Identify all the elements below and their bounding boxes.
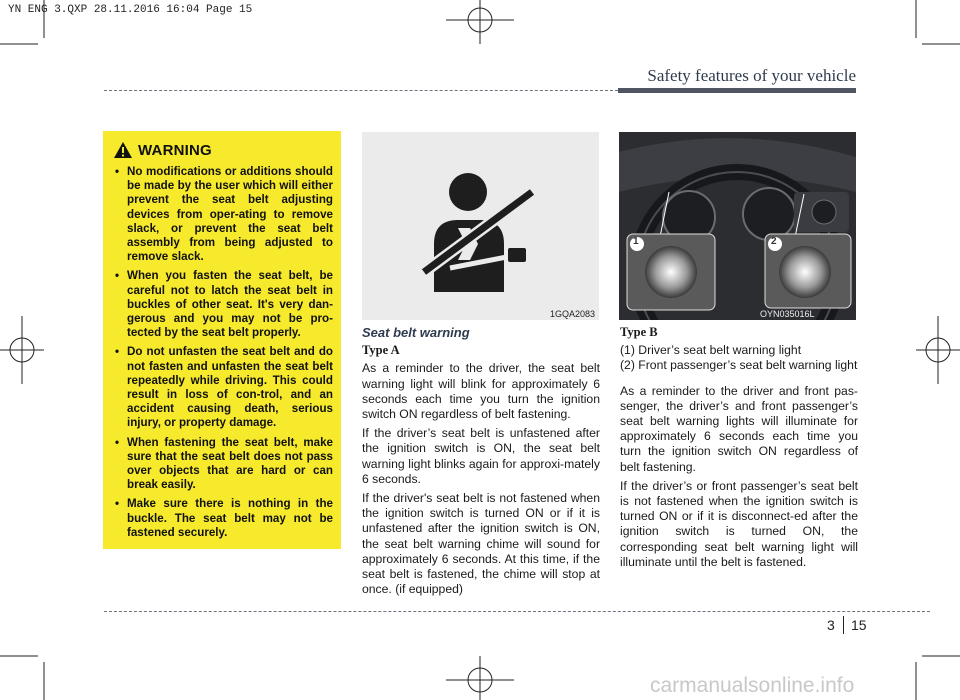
- warning-item: • When fastening the seat belt, make sure that the seat belt does not pass over objects that are hard or can break easily.: [113, 436, 333, 493]
- warning-triangle-icon: [113, 141, 133, 159]
- callout-2: 2: [771, 236, 777, 247]
- paragraph: As a reminder to the driver and front pas-senger, the driver’s and front passenger’s seat belt warning lights will illuminate for approximately 6 seconds each time you turn the ignition switch ON regardless of belt fastening.: [620, 383, 858, 474]
- subsection-heading: Seat belt warning: [362, 325, 470, 340]
- type-a-label: Type A: [362, 343, 400, 358]
- warning-list: [113, 165, 333, 540]
- page-number: 15: [851, 617, 867, 633]
- paragraph: If the driver's seat belt is not fastened when the ignition switch is turned ON or if it is unfastened after the ignition switch is ON, the seat belt warning chime will sound for approximately 6 seconds. At this time, if the seat belt is fastened, the chime will stop at once. (if equipped): [362, 491, 600, 597]
- figure-instrument-cluster: [619, 132, 856, 320]
- callout-1: 1: [633, 236, 639, 247]
- paragraph: If the driver’s seat belt is unfastened after the ignition switch is ON, the seat belt warning light blinks again for approxi-mately 6 seconds.: [362, 426, 600, 486]
- instrument-cluster-illustration: [619, 132, 856, 320]
- seat-belt-warning-type-a: [362, 325, 600, 601]
- footer-rule: [104, 611, 930, 612]
- figure-code: 1GQA2083: [549, 309, 595, 319]
- warning-item: • When you fasten the seat belt, be careful not to latch the seat belt in buckles of other seat. It's very dan-gerous and you may not be pro-tected by the seat belt properly.: [113, 269, 333, 340]
- paragraph: If the driver’s or front passenger’s seat belt is not fastened when the ignition switch is turned ON or if it is disconnect-ed after the ignition switch is turned ON, the corresponding seat belt warning light will illuminate until the belt is fastened.: [620, 478, 858, 569]
- seat-belt-warning-icon: [362, 132, 599, 320]
- type-b-label: Type B: [620, 325, 658, 339]
- seat-belt-warning-type-b: [620, 325, 858, 574]
- warning-title: WARNING: [138, 141, 212, 159]
- chapter-number: 3: [827, 617, 835, 633]
- warning-item: • No modifications or additions should be made by the user which will either prevent the seat belt adjusting devices from oper-ating to remove slack, or prevent the seat belt assembly from being adjusted to remove slack.: [113, 165, 333, 264]
- warning-box: [103, 131, 341, 549]
- numbered-item: (2) Front passenger’s seat belt warning light: [620, 358, 858, 373]
- figure-code: OYN035016L: [760, 309, 815, 319]
- figure-seat-belt-symbol: [362, 132, 599, 320]
- warning-header: [113, 141, 333, 159]
- page-number-separator: [843, 616, 844, 634]
- print-slug: YN ENG 3.QXP 28.11.2016 16:04 Page 15: [8, 4, 253, 16]
- header-rule-dashed: [104, 90, 618, 91]
- paragraph: As a reminder to the driver, the seat belt warning light will blink for approximately 6 seconds each time you turn the ignition switch ON regardless of belt fastening.: [362, 361, 600, 422]
- watermark: carmanualsonline.info: [650, 674, 855, 697]
- header-rule-bar: [618, 88, 856, 93]
- numbered-item: (1) Driver’s seat belt warning light: [620, 343, 802, 358]
- warning-item: • Make sure there is nothing in the buckle. The seat belt may not be fastened securely.: [113, 497, 333, 540]
- warning-item: • Do not unfasten the seat belt and do not fasten and unfasten the seat belt repeatedly while driving. This could result in loss of con-trol, and an accident causing death, serious injury, or property damage.: [113, 345, 333, 430]
- section-title: Safety features of your vehicle: [647, 66, 856, 85]
